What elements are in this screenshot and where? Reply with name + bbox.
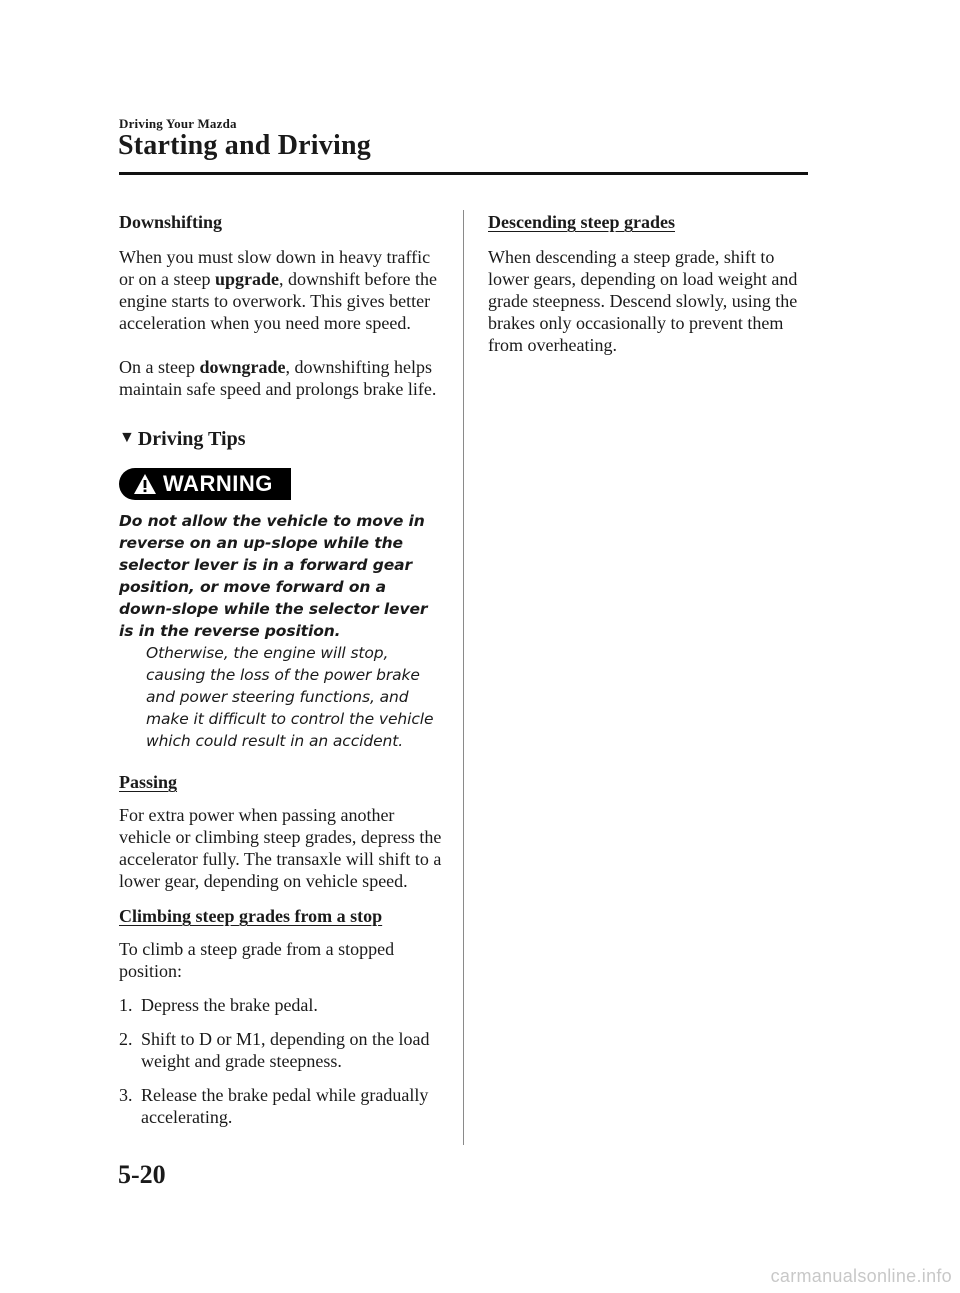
downshifting-p2-text-a: On a steep <box>119 357 200 377</box>
downshifting-paragraph-1 <box>119 246 444 334</box>
warning-label: WARNING <box>163 471 273 496</box>
climbing-steps-list <box>119 994 444 1128</box>
header-rule <box>119 172 808 175</box>
warning-text: Do not allow the vehicle to move in reverse on an up-slope while the selector lever is in a forward gear position, or move forward on a down-slope while the selector lever is in the reverse position. <box>119 512 428 640</box>
step-text: Release the brake pedal while gradually accelerating. <box>141 1085 429 1127</box>
chapter-title: Starting and Driving <box>118 130 371 161</box>
warning-detail: Otherwise, the engine will stop, causing the loss of the power brake and power steering functions, and make it difficult to control the vehicle which could result in an accident. <box>146 644 434 750</box>
climbing-heading: Climbing steep grades from a stop <box>119 906 383 926</box>
downshifting-paragraph-2 <box>119 356 444 400</box>
column-divider <box>463 210 464 1145</box>
warning-block <box>119 468 444 752</box>
warning-triangle-icon <box>133 473 157 495</box>
climbing-intro: To climb a steep grade from a stopped position: <box>119 939 395 981</box>
downshifting-p1-text-b: , downshift before the engine starts to overwork. This gives better acceleration when you need more speed. <box>119 269 437 333</box>
driving-tips-label: Driving Tips <box>137 428 246 450</box>
downshifting-heading: Downshifting <box>119 212 223 232</box>
downshifting-p2-text-b: , downshifting helps maintain safe speed and prolongs brake life. <box>119 357 437 399</box>
step-text: Depress the brake pedal. <box>141 995 318 1015</box>
page-number: 5-20 <box>118 1160 166 1189</box>
step-number: 2. <box>119 1029 133 1049</box>
downgrade-term: downgrade <box>199 357 286 377</box>
driving-tips-heading <box>119 426 444 452</box>
list-item <box>119 1084 444 1128</box>
descending-heading: Descending steep grades <box>488 212 675 232</box>
left-column <box>119 210 444 1128</box>
step-number: 3. <box>119 1085 133 1105</box>
watermark: carmanualsonline.info <box>770 1266 952 1286</box>
section-label: Driving Your Mazda <box>119 116 237 131</box>
descending-text: When descending a steep grade, shift to lower gears, depending on load weight and grade steepness. Descend slowly, using the brakes only occasionally to prevent them from overheating. <box>488 247 798 355</box>
list-item <box>119 994 444 1016</box>
warning-badge <box>119 468 291 500</box>
passing-text: For extra power when passing another vehicle or climbing steep grades, depress the accelerator fully. The transaxle will shift to a lower gear, depending on vehicle speed. <box>119 805 442 891</box>
upgrade-term: upgrade <box>214 269 279 289</box>
step-text: Shift to D or M1, depending on the load weight and grade steepness. <box>141 1029 430 1071</box>
right-column <box>488 210 808 356</box>
downshifting-p1-text-a: When you must slow down in heavy traffic or on a steep <box>119 247 431 289</box>
list-item <box>119 1028 444 1072</box>
triangle-marker-icon: ▼ <box>119 429 135 446</box>
step-number: 1. <box>119 995 133 1015</box>
passing-heading: Passing <box>119 772 178 792</box>
